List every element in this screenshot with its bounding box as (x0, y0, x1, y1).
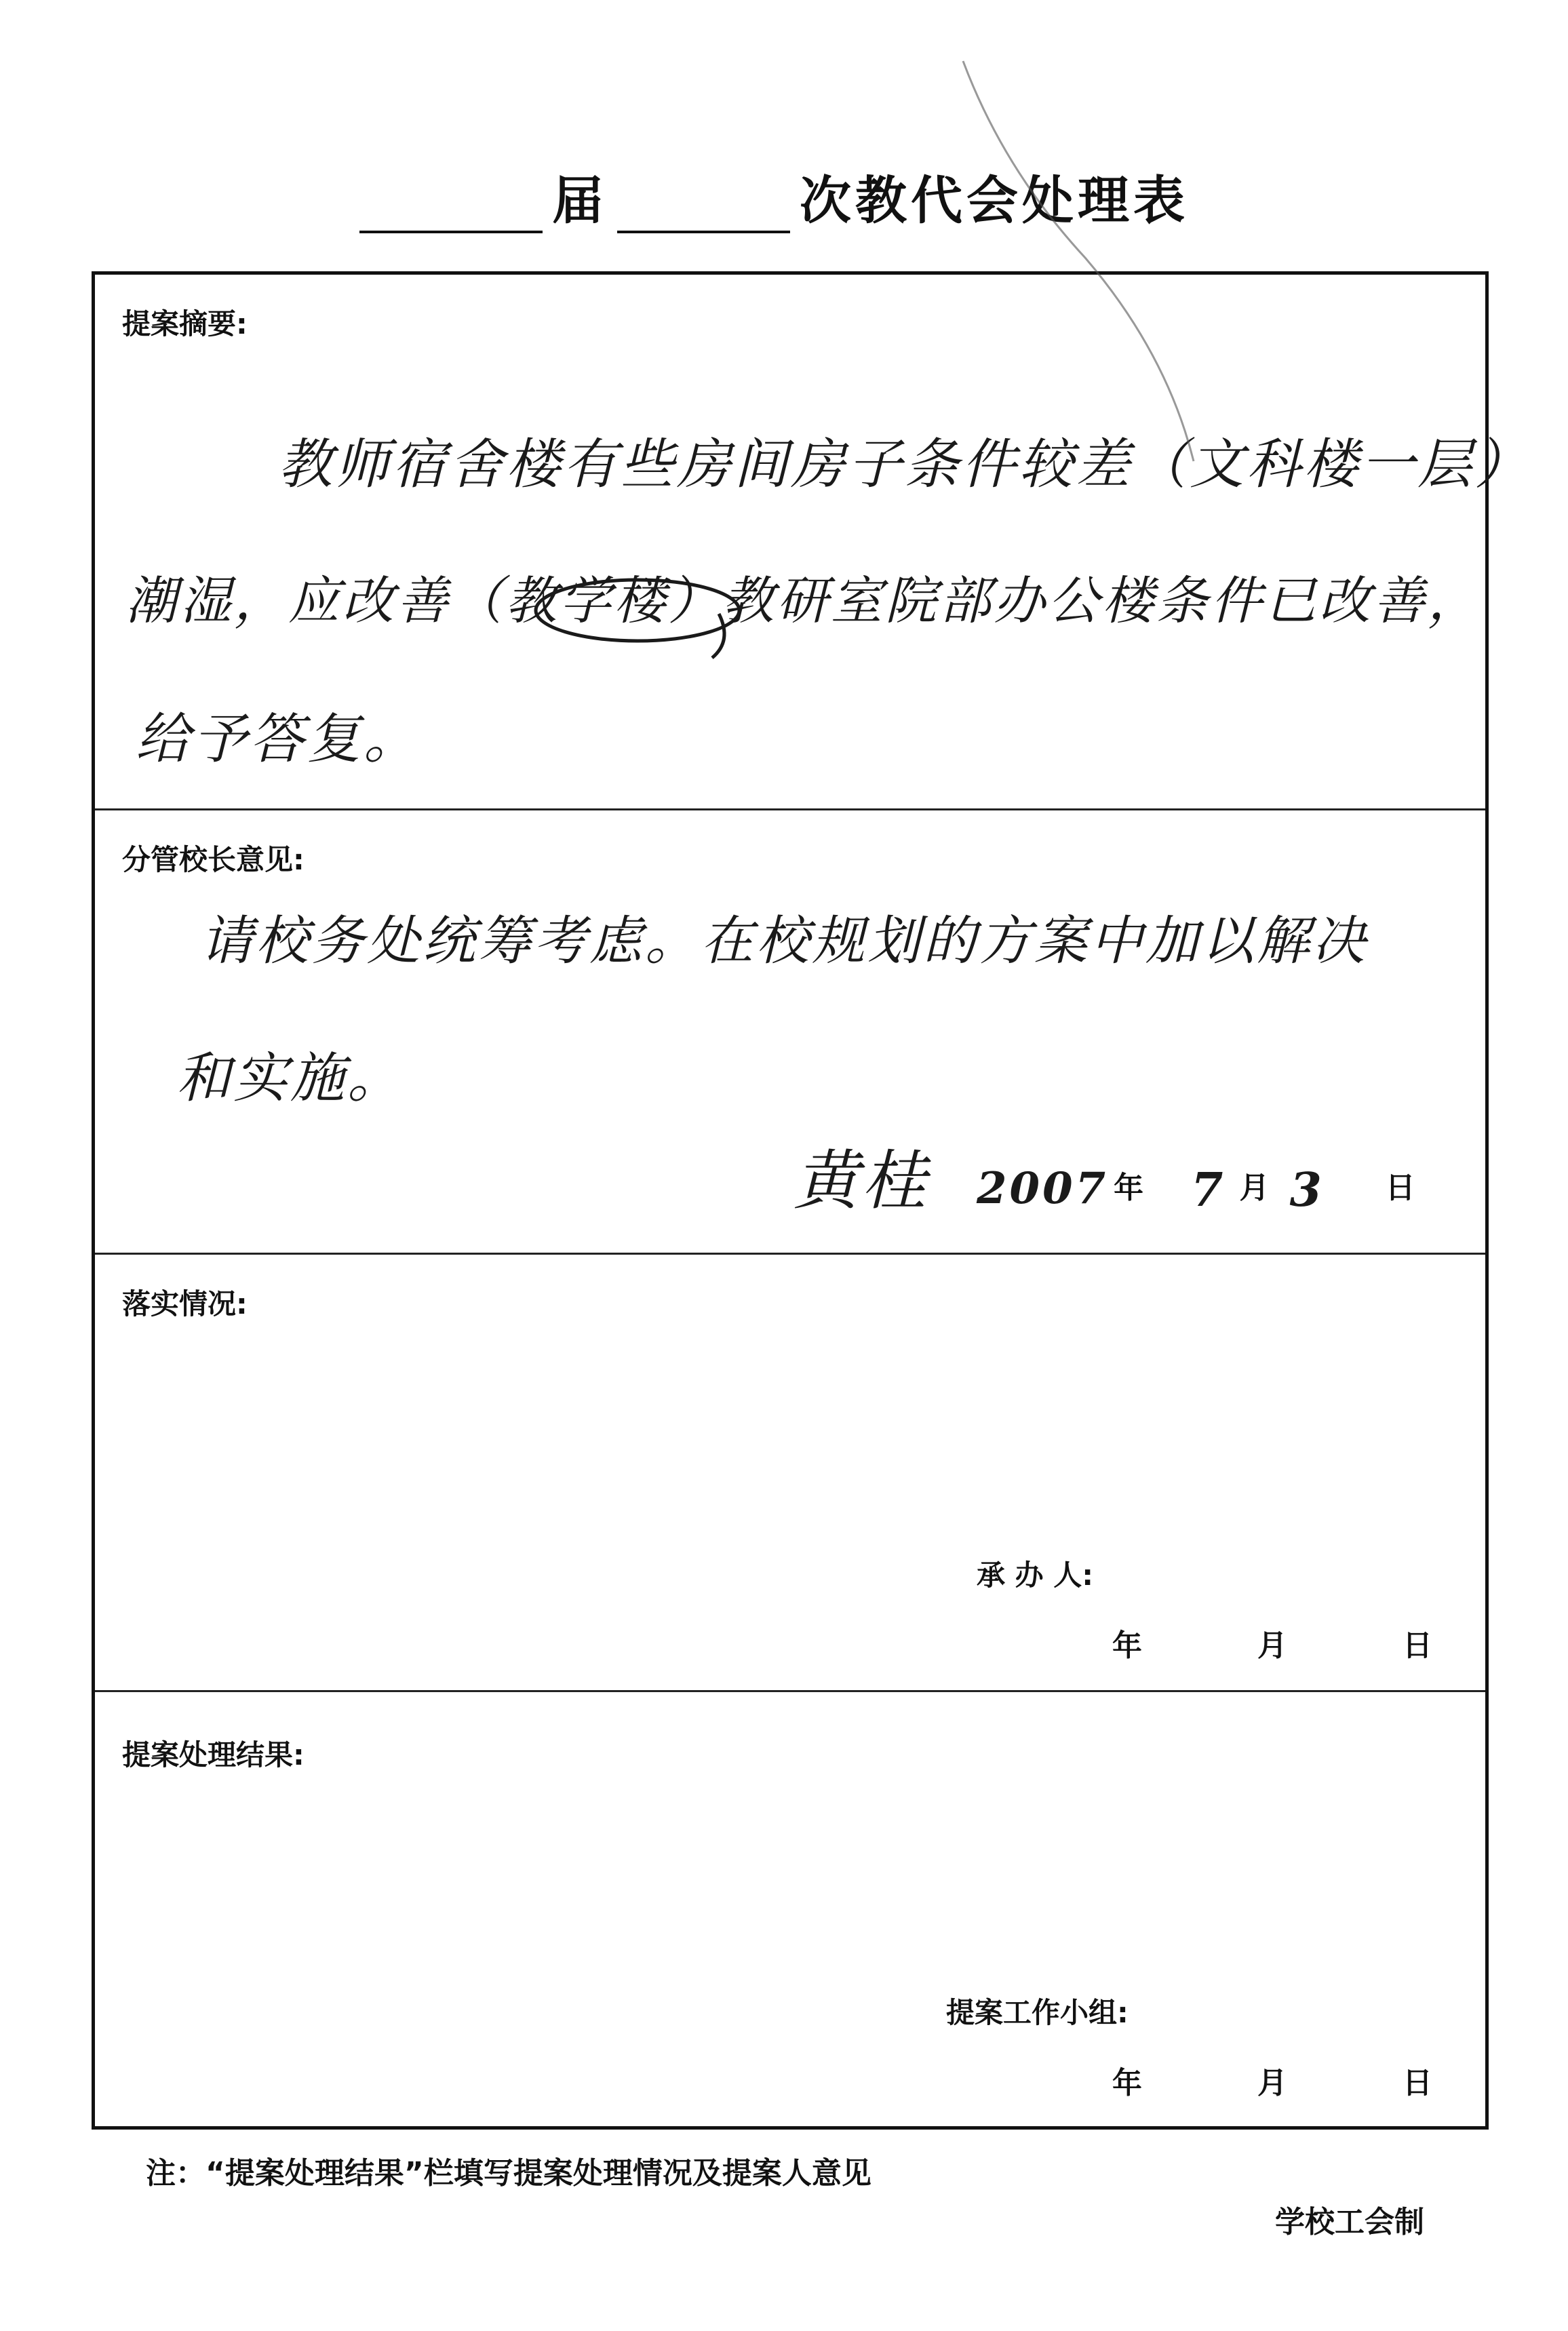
opinion-date (977, 1163, 1415, 1217)
result-month-label: 月 (1257, 2066, 1287, 2100)
implementation-section (95, 1255, 1485, 1692)
opinion-handwriting-line-2: 和实施。 (176, 1046, 404, 1110)
vice-principal-opinion-section (95, 810, 1485, 1255)
opinion-day-hand: 3 (1289, 1163, 1325, 1217)
footnote: 注：“提案处理结果”栏填写提案处理情况及提案人意见 (146, 2156, 871, 2191)
working-group-label: 提案工作小组: (946, 1996, 1129, 2029)
implementation-label: 落实情况: (122, 1287, 248, 1320)
proposal-form-table (92, 271, 1531, 2130)
implementation-day-label: 日 (1403, 1628, 1432, 1663)
implementation-year-label: 年 (1112, 1628, 1142, 1663)
session-blank (359, 183, 543, 233)
proposal-summary-label: 提案摘要: (122, 307, 248, 340)
opinion-month-label: 月 (1239, 1171, 1270, 1205)
form-title (359, 159, 1198, 233)
meeting-number-blank (617, 183, 790, 233)
result-year-label: 年 (1112, 2066, 1142, 2100)
proposal-handwriting-line-3: 给予答复。 (136, 707, 420, 770)
opinion-day-label: 日 (1385, 1171, 1415, 1205)
result-day-label: 日 (1403, 2066, 1432, 2100)
form-maker: 学校工会制 (1275, 2205, 1424, 2239)
handler-label: 承 办 人: (977, 1559, 1094, 1592)
title-text: 次教代会处理表 (800, 170, 1189, 231)
circled-correction-mark (529, 573, 746, 661)
session-suffix: 届 (552, 170, 608, 231)
proposal-handwriting-line-2: 潮湿，应改善（教学楼）教研室院部办公楼条件已改善， (125, 570, 1482, 631)
result-date (1112, 2058, 1432, 2102)
opinion-year-hand: 2007 (977, 1163, 1109, 1214)
opinion-month-hand: 7 (1191, 1163, 1226, 1217)
proposal-summary-section (95, 275, 1531, 810)
proposal-result-label: 提案处理结果: (122, 1738, 305, 1771)
implementation-month-label: 月 (1257, 1628, 1287, 1663)
proposal-result-section (95, 1692, 1485, 2130)
opinion-year-label: 年 (1114, 1171, 1144, 1205)
vice-principal-opinion-label: 分管校长意见: (122, 843, 305, 876)
signature: 黄桂 (793, 1143, 929, 1219)
proposal-handwriting-line-1: 教师宿舍楼有些房间房子条件较差（文科楼一层） (278, 433, 1531, 496)
opinion-handwriting-line-1: 请校务处统筹考虑。在校规划的方案中加以解决 (200, 911, 1369, 972)
implementation-date (1112, 1621, 1432, 1664)
